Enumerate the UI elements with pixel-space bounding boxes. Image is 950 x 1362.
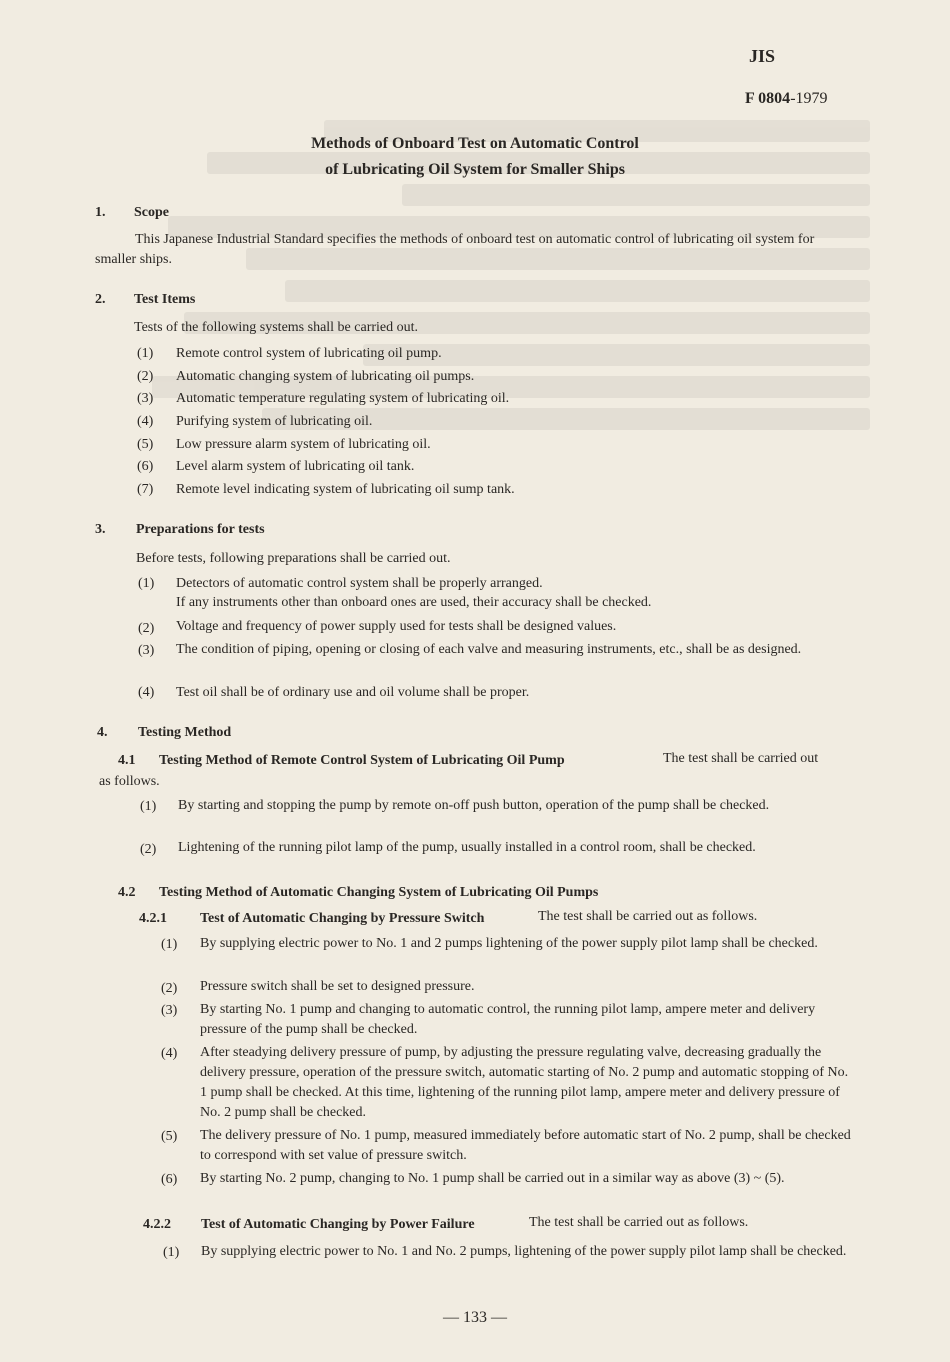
list-item-text: Lightening of the running pilot lamp of the pump, usually installed in a control room, shall be checked. — [178, 840, 756, 855]
subsection-4-2-2-lead: The test shall be carried out as follows. — [529, 1215, 749, 1230]
list-item-number: (6) — [137, 459, 154, 474]
subsection-4-2-1-number: 4.2.1 — [139, 911, 167, 926]
list-item-number: (2) — [140, 842, 157, 857]
list-item-number: (4) — [161, 1046, 178, 1061]
list-item-number: (1) — [138, 576, 155, 591]
list-item-number: (2) — [161, 981, 178, 996]
list-item-number: (6) — [161, 1172, 178, 1187]
section-1-body: This Japanese Industrial Standard specifies the methods of onboard test on automatic control of lubricating oil system for smaller ships. — [95, 232, 815, 267]
list-item-text: Pressure switch shall be set to designed pressure. — [200, 979, 475, 994]
list-item-text: Remote control system of lubricating oil pump. — [176, 346, 442, 361]
subsection-4-2-2-number: 4.2.2 — [143, 1217, 171, 1232]
section-2-title: Test Items — [134, 292, 196, 307]
list-item-number: (1) — [140, 799, 157, 814]
subsection-4-2-title: Testing Method of Automatic Changing System of Lubricating Oil Pumps — [159, 885, 599, 900]
list-item-text: By starting and stopping the pump by remote on-off push button, operation of the pump shall be checked. — [178, 798, 770, 813]
list-item-number: (5) — [161, 1129, 178, 1144]
subsection-4-2-2-title: Test of Automatic Changing by Power Failure — [201, 1217, 475, 1232]
jis-mark: JIS — [749, 46, 776, 66]
list-item-text: Purifying system of lubricating oil. — [176, 414, 373, 429]
list-item-text: The condition of piping, opening or closing of each valve and measuring instruments, etc., shall be as designed. — [176, 642, 802, 657]
page-number: — 133 — — [443, 1309, 507, 1326]
section-1-title: Scope — [134, 205, 169, 220]
list-item-text: Test oil shall be of ordinary use and oil volume shall be proper. — [176, 685, 530, 700]
list-item-number: (5) — [137, 437, 154, 452]
list-item-text: Voltage and frequency of power supply used for tests shall be designed values. — [176, 619, 617, 634]
subsection-4-2-1-title: Test of Automatic Changing by Pressure Switch — [200, 911, 485, 926]
section-4-title: Testing Method — [138, 725, 232, 740]
subsection-4-2-1-lead: The test shall be carried out as follows. — [538, 909, 758, 924]
section-4-number: 4. — [97, 725, 108, 740]
list-item-text: Automatic changing system of lubricating oil pumps. — [176, 369, 475, 384]
list-item-number: (1) — [161, 937, 178, 952]
list-item-text: By supplying electric power to No. 1 and 2 pumps lightening of the power supply pilot lamp shall be checked. — [200, 936, 818, 951]
section-1-number: 1. — [95, 205, 106, 220]
document-title-line1: Methods of Onboard Test on Automatic Control — [311, 135, 639, 152]
standard-number: F 0804-1979 — [745, 90, 828, 107]
subsection-4-1-number: 4.1 — [118, 753, 136, 768]
subsection-4-1-title: Testing Method of Remote Control System of Lubricating Oil Pump — [159, 753, 565, 768]
list-item-text: By starting No. 2 pump, changing to No. 1 pump shall be carried out in a similar way as above (3) ~ (5). — [200, 1171, 785, 1186]
list-item-number: (1) — [163, 1245, 180, 1260]
list-item-text: Automatic temperature regulating system of lubricating oil. — [176, 391, 510, 406]
list-item-number: (7) — [137, 482, 154, 497]
list-item-text: After steadying delivery pressure of pump, by adjusting the pressure regulating valve, decreasing gradually the delivery pressure, operation of the pressure switch, automatic starting of No. 2 pump and automatic stopping of No. 1 pump shall be checked. At this time, lightening of the running pilot lamp, ampere meter and delivery pressure of No. 2 pump shall be checked. — [200, 1045, 849, 1120]
section-3-title: Preparations for tests — [136, 522, 265, 537]
section-3-intro: Before tests, following preparations shall be carried out. — [136, 551, 451, 566]
list-item-text: By supplying electric power to No. 1 and No. 2 pumps, lightening of the power supply pilot lamp shall be checked. — [201, 1244, 847, 1259]
list-item-text: Level alarm system of lubricating oil tank. — [176, 459, 415, 474]
document-title-line2: of Lubricating Oil System for Smaller Ships — [325, 161, 625, 178]
subsection-4-1-lead-cont: as follows. — [99, 774, 160, 789]
subsection-4-1-lead: The test shall be carried out — [663, 751, 819, 766]
list-item-number: (3) — [138, 643, 155, 658]
list-item-number: (2) — [138, 621, 155, 636]
list-item-text: Detectors of automatic control system shall be properly arranged. — [176, 576, 543, 591]
list-item-text: By starting No. 1 pump and changing to automatic control, the running pilot lamp, ampere meter and delivery pressure of the pump shall be checked. — [200, 1002, 816, 1037]
section-3-number: 3. — [95, 522, 106, 537]
list-item-number: (4) — [137, 414, 154, 429]
list-item-text: Remote level indicating system of lubricating oil sump tank. — [176, 482, 515, 497]
list-item-text: Low pressure alarm system of lubricating oil. — [176, 437, 431, 452]
list-item-number: (2) — [137, 369, 154, 384]
subsection-4-2-number: 4.2 — [118, 885, 136, 900]
list-item-number: (3) — [137, 391, 154, 406]
list-item-number: (4) — [138, 685, 155, 700]
section-2-intro: Tests of the following systems shall be carried out. — [134, 320, 419, 335]
list-item-number: (3) — [161, 1003, 178, 1018]
list-item-text: The delivery pressure of No. 1 pump, measured immediately before automatic start of No. 2 pump, shall be checked to correspond with set value of pressure switch. — [200, 1128, 851, 1163]
section-2-number: 2. — [95, 292, 106, 307]
list-item-text-cont: If any instruments other than onboard ones are used, their accuracy shall be checked. — [176, 595, 652, 610]
list-item-number: (1) — [137, 346, 154, 361]
